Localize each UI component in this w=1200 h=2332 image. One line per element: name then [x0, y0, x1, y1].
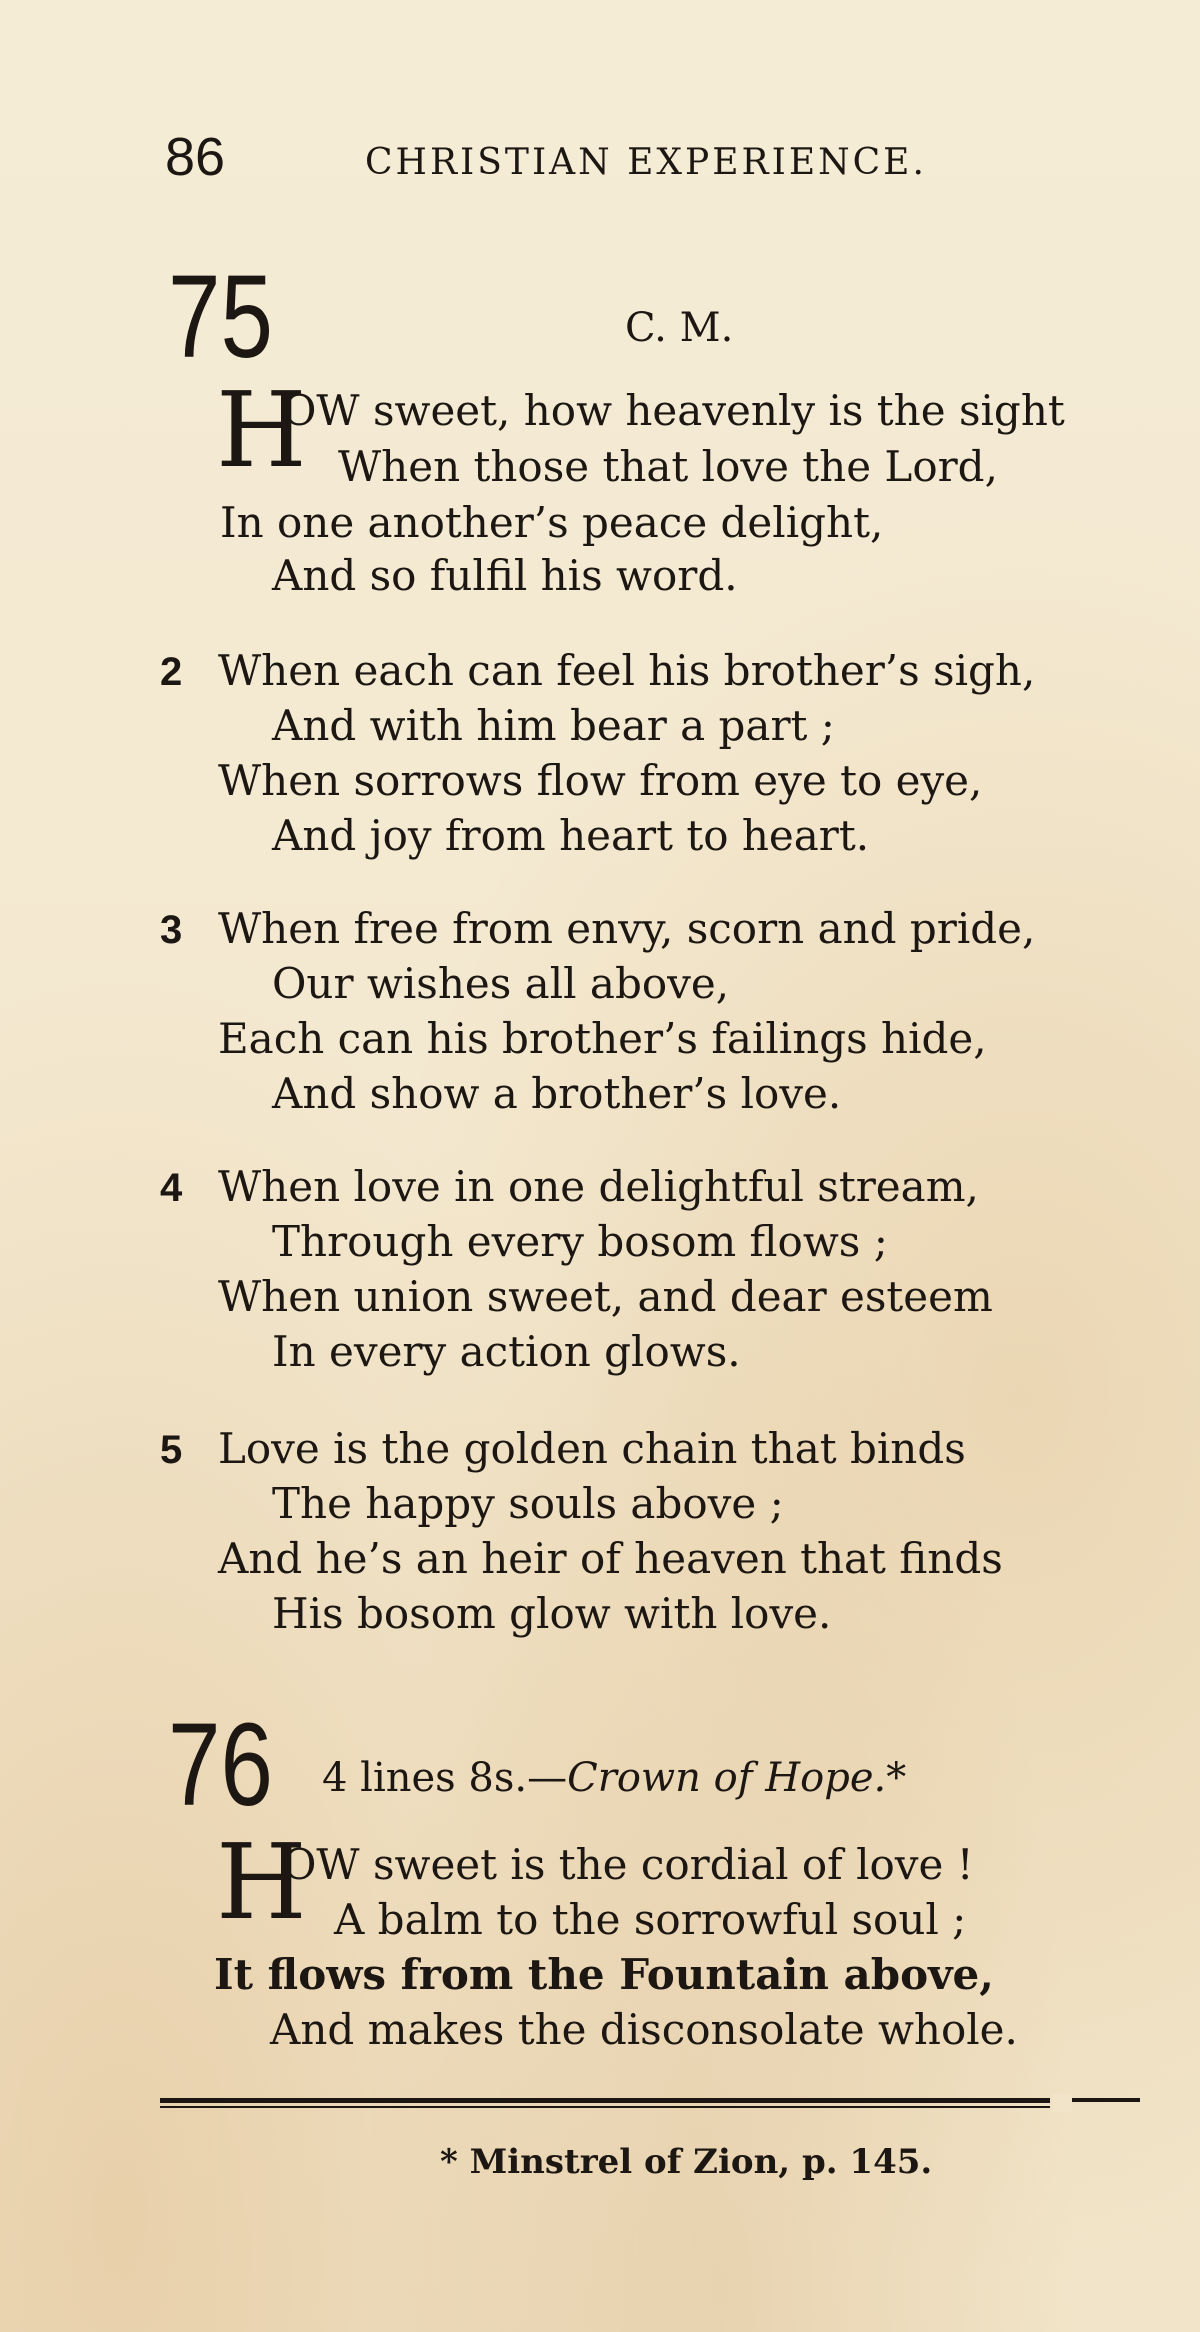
- verse-line: In every action glows.: [272, 1327, 741, 1376]
- meter-label: 4 lines 8s.—: [322, 1755, 568, 1801]
- tune-name: Crown of Hope.*: [567, 1755, 907, 1801]
- stanza-number: 4: [160, 1166, 183, 1210]
- verse-line: When union sweet, and dear esteem: [218, 1272, 993, 1321]
- section-title: CHRISTIAN EXPERIENCE.: [365, 142, 927, 183]
- verse-line: His bosom glow with love.: [272, 1589, 832, 1638]
- verse-line: The happy souls above ;: [272, 1479, 784, 1528]
- divider-gap: [1052, 2094, 1072, 2112]
- verse-line: OW sweet is the cordial of love !: [282, 1840, 974, 1889]
- verse-line: Through every bosom flows ;: [272, 1217, 888, 1266]
- running-head: [165, 126, 1045, 186]
- hymn-meter-75: C. M.: [625, 305, 734, 351]
- verse-line: When love in one delightful stream,: [218, 1162, 979, 1211]
- footnote: * Minstrel of Zion, p. 145.: [440, 2142, 933, 2182]
- verse-line: And joy from heart to heart.: [272, 811, 870, 860]
- divider-rule: [160, 2098, 1050, 2103]
- verse-line: When sorrows flow from eye to eye,: [218, 756, 983, 805]
- verse-line: And he’s an heir of heaven that finds: [218, 1534, 1003, 1583]
- verse-line: A balm to the sorrowful soul ;: [334, 1895, 967, 1944]
- verse-line: Each can his brother’s failings hide,: [218, 1014, 987, 1063]
- stanza-number: 5: [160, 1428, 183, 1472]
- verse-line: In one another’s peace delight,: [220, 498, 884, 547]
- verse-line: When those that love the Lord,: [338, 442, 998, 491]
- verse-line: When each can feel his brother’s sigh,: [218, 646, 1036, 695]
- verse-line: And show a brother’s love.: [272, 1069, 842, 1118]
- page-number: 86: [165, 127, 226, 187]
- verse-line: Our wishes all above,: [272, 959, 730, 1008]
- divider-rule-tail: [1072, 2098, 1140, 2102]
- drop-cap: H: [216, 369, 307, 491]
- stanza-number: 2: [160, 650, 183, 694]
- verse-line: And makes the disconsolate whole.: [270, 2005, 1018, 2054]
- verse-line: And so fulfil his word.: [272, 551, 738, 600]
- verse-line: OW sweet, how heavenly is the sight: [282, 386, 1065, 435]
- stanza-number: 3: [160, 908, 183, 952]
- drop-cap: H: [216, 1821, 307, 1943]
- verse-line: It flows from the Fountain above,: [214, 1950, 994, 1999]
- hymn-meter-76: [322, 1755, 906, 1801]
- divider-rule-thin: [160, 2106, 1050, 2108]
- verse-line: Love is the golden chain that binds: [218, 1424, 966, 1473]
- verse-line: When free from envy, scorn and pride,: [218, 904, 1036, 953]
- hymn-number-76: 76: [168, 1699, 274, 1831]
- hymn-number-75: 75: [168, 251, 274, 383]
- verse-line: And with him bear a part ;: [272, 701, 835, 750]
